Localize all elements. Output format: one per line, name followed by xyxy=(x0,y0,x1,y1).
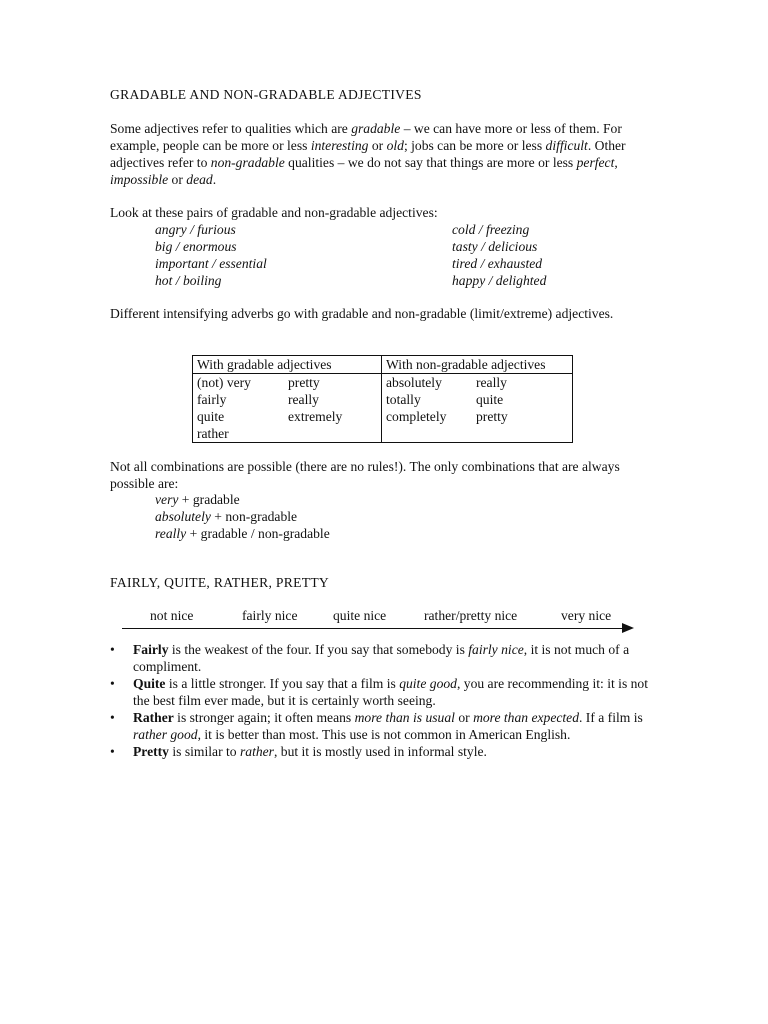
intro-text: ; jobs can be more or less xyxy=(403,138,546,153)
list-item xyxy=(110,641,658,675)
adjective-pair: big / enormous xyxy=(155,239,237,254)
bullet-icon: • xyxy=(110,642,115,657)
list-item xyxy=(110,709,658,743)
bullet-text: , but it is mostly used in informal style. xyxy=(273,744,487,759)
bullet-list xyxy=(110,641,658,760)
combination-rest: + non-gradable xyxy=(210,509,298,524)
bullet-emphasis: rather xyxy=(239,744,274,759)
adverb: pretty xyxy=(288,375,320,390)
adverb: totally xyxy=(386,392,421,407)
intro-text: Some adjectives refer to qualities which are xyxy=(110,121,352,136)
combination-line xyxy=(155,508,297,525)
combination-adverb: absolutely xyxy=(155,509,211,524)
bullet-text: is stronger again; it often means xyxy=(173,710,355,725)
intro-emphasis: non-gradable xyxy=(210,155,285,170)
bullet-emphasis: more than expected xyxy=(473,710,579,725)
intro-text: or xyxy=(368,138,387,153)
scale-arrow-line xyxy=(122,628,626,629)
bullet-icon: • xyxy=(110,744,115,759)
adverb xyxy=(288,425,368,442)
intro-emphasis: gradable xyxy=(351,121,401,136)
gradable-adverbs-cell xyxy=(193,374,382,443)
adjective-pair: tired / exhausted xyxy=(452,256,543,271)
intro-text: – we can have more or less of them. For example, people can be more or less xyxy=(110,121,622,153)
intro-text: or xyxy=(168,172,187,187)
adjective-pair: tasty / delicious xyxy=(452,239,538,254)
combination-adverb: really xyxy=(155,526,187,541)
bullet-emphasis: fairly nice xyxy=(468,642,524,657)
adverb: quite xyxy=(476,392,504,407)
adjective-pair: important / essential xyxy=(155,256,267,271)
adjective-pair: hot / boiling xyxy=(155,273,222,288)
bullet-keyword: Fairly xyxy=(133,642,169,657)
bullet-emphasis: rather good xyxy=(133,727,198,742)
intro-text: . xyxy=(212,172,217,187)
intro-text: qualities – we do not say that things are more or less xyxy=(284,155,577,170)
table-header-non-gradable: With non-gradable adjectives xyxy=(382,356,573,374)
scale-label: not nice xyxy=(150,608,194,623)
bullet-keyword: Rather xyxy=(133,710,174,725)
bullet-icon: • xyxy=(110,710,115,725)
combination-rest: + gradable xyxy=(178,492,240,507)
intro-emphasis: dead xyxy=(186,172,213,187)
page-title: GRADABLE AND NON-GRADABLE ADJECTIVES xyxy=(110,87,422,102)
pairs-right-column xyxy=(452,221,546,289)
adverb: pretty xyxy=(476,409,508,424)
intro-text: , xyxy=(614,155,618,170)
combinations-intro: Not all combinations are possible (there are no rules!). The only combinations that are always possible are: xyxy=(110,459,620,491)
intro-emphasis: impossible xyxy=(110,172,169,187)
combination-line xyxy=(155,525,330,542)
bullet-text: is a little stronger. If you say that a film is xyxy=(165,676,400,691)
adverb: completely xyxy=(386,409,447,424)
adverb: (not) very xyxy=(197,375,251,390)
non-gradable-adverbs-cell xyxy=(382,374,573,443)
adjective-pair: angry / furious xyxy=(155,222,236,237)
adverb: quite xyxy=(197,409,225,424)
adverb: really xyxy=(476,375,507,390)
bullet-keyword: Quite xyxy=(133,676,166,691)
section-title: FAIRLY, QUITE, RATHER, PRETTY xyxy=(110,575,330,590)
bullet-text: is similar to xyxy=(168,744,240,759)
intro-text: . Other adjectives refer to xyxy=(110,138,626,170)
adverb-table xyxy=(192,355,573,443)
bullet-keyword: Pretty xyxy=(133,744,169,759)
list-item xyxy=(110,743,658,760)
scale-label: very nice xyxy=(561,608,612,623)
adjective-pair: happy / delighted xyxy=(452,273,547,288)
list-item xyxy=(110,675,658,709)
pairs-intro: Look at these pairs of gradable and non-gradable adjectives: xyxy=(110,205,438,220)
bullet-emphasis: more than is usual xyxy=(354,710,455,725)
intro-emphasis: interesting xyxy=(310,138,369,153)
bullet-text: is the weakest of the four. If you say that somebody is xyxy=(168,642,469,657)
adverb: rather xyxy=(197,426,229,441)
bullet-icon: • xyxy=(110,676,115,691)
bullet-text: or xyxy=(454,710,474,725)
adverb: fairly xyxy=(197,392,227,407)
bullet-text: , you are recommending it: it is not the best film ever made, but it is certainly worth seeing. xyxy=(133,676,648,708)
combination-adverb: very xyxy=(155,492,179,507)
combination-line xyxy=(155,491,240,508)
scale-label: rather/pretty nice xyxy=(424,608,518,623)
adverb: extremely xyxy=(288,409,343,424)
pairs-left-column xyxy=(155,221,267,289)
arrow-right-icon xyxy=(622,623,634,633)
adverb: really xyxy=(288,392,319,407)
adverbs-intro: Different intensifying adverbs go with gradable and non-gradable (limit/extreme) adjectives. xyxy=(110,306,614,321)
bullet-text: , it is not much of a compliment. xyxy=(133,642,630,674)
table-header-gradable: With gradable adjectives xyxy=(193,356,382,374)
adverb: absolutely xyxy=(386,375,442,390)
combination-rest: + gradable / non-gradable xyxy=(186,526,330,541)
bullet-text: , it is better than most. This use is not common in American English. xyxy=(197,727,571,742)
intro-paragraph xyxy=(110,120,658,188)
adjective-pair: cold / freezing xyxy=(452,222,530,237)
scale-label: quite nice xyxy=(333,608,387,623)
intro-emphasis: old xyxy=(386,138,404,153)
intro-emphasis: perfect xyxy=(576,155,615,170)
intro-emphasis: difficult xyxy=(545,138,588,153)
bullet-emphasis: quite good xyxy=(399,676,457,691)
bullet-text: . If a film is xyxy=(579,710,643,725)
scale-label: fairly nice xyxy=(242,608,298,623)
